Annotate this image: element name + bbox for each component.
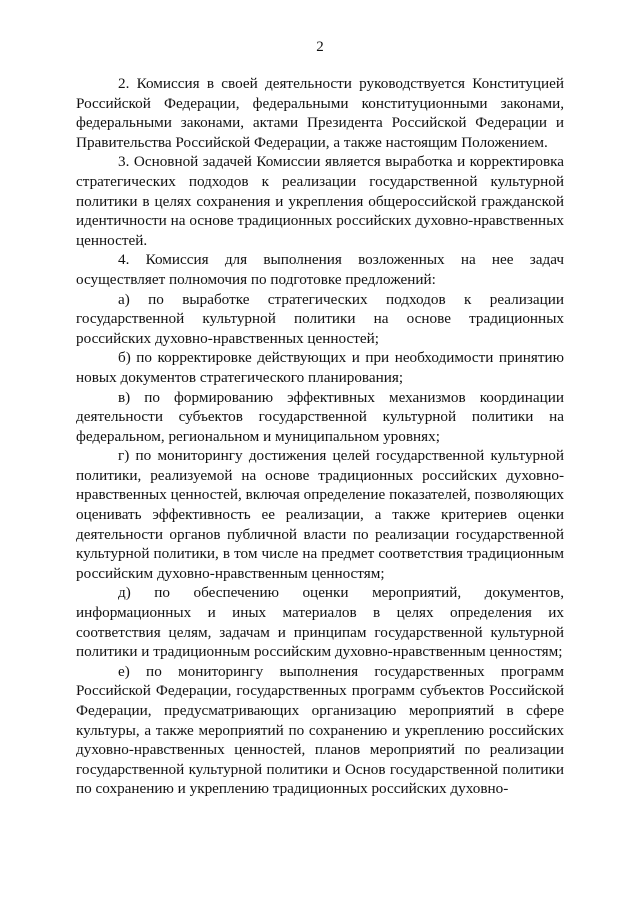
paragraph-item-3: 3. Основной задачей Комиссии является выработка и корректировка стратегических подходов к реализации государственной культурной политики в целях сохранения и укрепления общероссийской гражданской идентичности на основе традиционных российских духовно-нравственных ценностей. xyxy=(76,153,564,249)
subparagraph-d: д) по обеспечению оценки мероприятий, документов, информационных и иных материалов в целях определения их соответствия целям, задачам и принципам государственной культурной политики и традиционным российским духовно-нравственным ценностям; xyxy=(76,584,564,661)
document-body xyxy=(76,74,564,799)
paragraph-item-2: 2. Комиссия в своей деятельности руководствуется Конституцией Российской Федерации, федеральными конституционными законами, федеральными законами, актами Президента Российской Федерации и Правительства Российской Федерации, а также настоящим Положением. xyxy=(76,75,564,151)
subparagraph-v: в) по формированию эффективных механизмов координации деятельности субъектов государственной культурной политики на федеральном, региональном и муниципальном уровнях; xyxy=(76,388,564,445)
subparagraph-b: б) по корректировке действующих и при необходимости принятию новых документов стратегического планирования; xyxy=(76,349,564,386)
subparagraph-e: е) по мониторингу выполнения государственных программ Российской Федерации, государственных программ субъектов Российской Федерации, предусматривающих организацию мероприятий в сфере культуры, а также мероприятий по сохранению и укреплению российских духовно-нравственных ценностей, планов мероприятий по реализации государственной культурной политики и Основ государственной политики по сохранению и укреплению традиционных российских духовно- xyxy=(76,662,564,798)
subparagraph-g: г) по мониторингу достижения целей государственной культурной политики, реализуемой на основе традиционных российских духовно-нравственных ценностей, включая определение показателей, позволяющих оценивать эффективность ее реализации, а также критериев оценки деятельности органов публичной власти по реализации государственной культурной политики, в том числе на предмет соответствия традиционным российским духовно-нравственным ценностям; xyxy=(76,447,564,582)
page-number: 2 xyxy=(316,39,324,55)
subparagraph-a: а) по выработке стратегических подходов к реализации государственной культурной политики на основе традиционных российских духовно-нравственных ценностей; xyxy=(76,290,564,347)
paragraph-item-4: 4. Комиссия для выполнения возложенных на нее задач осуществляет полномочия по подготовке предложений: xyxy=(76,251,564,288)
